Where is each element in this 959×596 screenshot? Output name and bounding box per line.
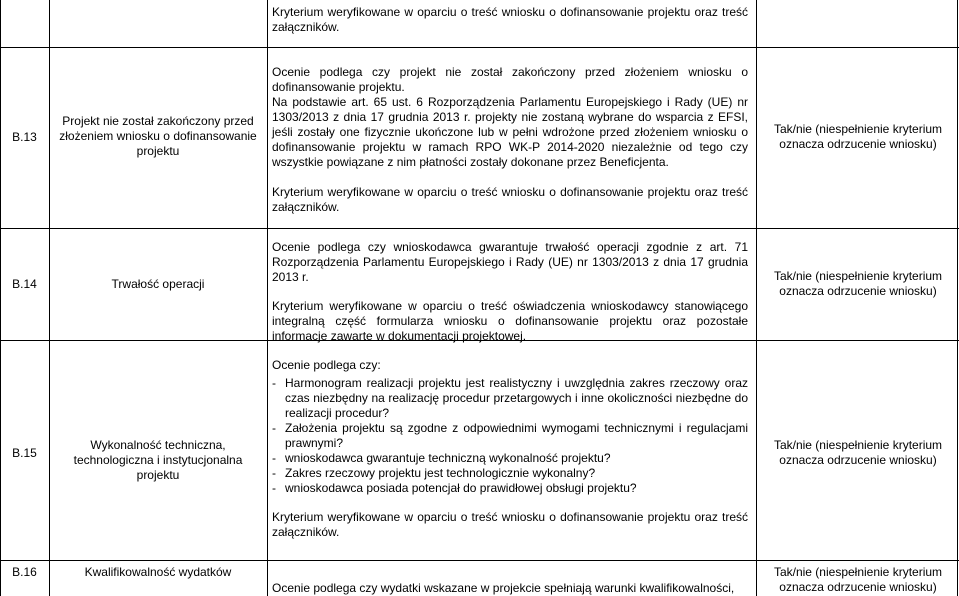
description-paragraph: Kryterium weryfikowane w oparciu o treść oświadczenia wnioskodawcy stanowiącego integralną część formularza wniosku o dofinansowanie projektu oraz pozostałe informacje zawarte w dokumentacji projektowej. bbox=[272, 299, 748, 343]
criterion-description bbox=[272, 65, 748, 215]
criterion-verification-note: Kryterium weryfikowane w oparciu o treść wniosku o dofinansowanie projektu oraz treść załączników. bbox=[272, 5, 748, 34]
table-column-divider bbox=[49, 0, 50, 596]
table-row-divider bbox=[0, 560, 959, 561]
list-item: - Założenia projektu są zgodne z odpowiednimi wymogami technicznymi i regulacjami prawnymi? bbox=[272, 421, 748, 451]
criterion-result: Tak/nie (niespełnienie kryterium oznacza odrzucenie wniosku) bbox=[773, 269, 943, 298]
list-item: - wnioskodawca gwarantuje techniczną wykonalność projektu? bbox=[272, 451, 748, 466]
description-intro: Ocenie podlega czy: bbox=[272, 358, 381, 372]
criterion-description: Ocenie podlega czy wydatki wskazane w projekcie spełniają warunki kwalifikowalności, bbox=[272, 581, 735, 595]
criterion-result: Tak/nie (niespełnienie kryterium oznacza odrzucenie wniosku) bbox=[773, 438, 943, 467]
description-paragraph: Ocenie podlega czy projekt nie został zakończony przed złożeniem wniosku o dofinansowanie projektu. bbox=[272, 65, 748, 94]
criterion-description bbox=[272, 358, 748, 540]
row-id: B.16 bbox=[12, 565, 37, 579]
row-id: B.13 bbox=[12, 130, 37, 144]
criterion-name: Projekt nie został zakończony przed złożeniem wniosku o dofinansowanie projektu bbox=[59, 114, 257, 158]
table-row-divider bbox=[0, 47, 959, 48]
description-paragraph: Ocenie podlega czy wnioskodawca gwarantuje trwałość operacji zgodnie z art. 71 Rozporządzenia Parlamentu Europejskiego i Rady (UE) nr 1303/2013 z dnia 17 grudnia 2013 r. bbox=[272, 240, 748, 284]
table-border-left bbox=[0, 0, 1, 596]
table-column-divider bbox=[267, 0, 268, 596]
criterion-name: Trwałość operacji bbox=[111, 277, 205, 291]
table-column-divider bbox=[756, 0, 757, 596]
list-item: - wnioskodawca posiada potencjał do prawidłowej obsługi projektu? bbox=[272, 481, 748, 496]
criterion-description bbox=[272, 240, 748, 344]
list-item: - Harmonogram realizacji projektu jest realistyczny i uwzględnia zakres rzeczowy oraz czas niezbędny na realizację procedur przetargowych i inne okoliczności niezbędne do realizacji procedur? bbox=[272, 376, 748, 421]
table-border-right bbox=[957, 0, 958, 596]
description-paragraph: Na podstawie art. 65 ust. 6 Rozporządzenia Parlamentu Europejskiego i Rady (UE) nr 1303/2013 z dnia 17 grudnia 2013 r. projekty nie zostaną wybrane do wsparcia z EFSI, jeśli zostały one fizycznie ukończone lub w pełni wdrożone przed złożeniem wniosku o dofinansowanie projektu w ramach RPO WK-P 2014-2020 niezależnie od tego czy wszystkie powiązane z nim płatności zostały dokonane przez Beneficjenta. bbox=[272, 95, 748, 169]
row-id: B.14 bbox=[12, 277, 37, 291]
criterion-name: Wykonalność techniczna, technologiczna i instytucjonalna projektu bbox=[73, 438, 243, 482]
criterion-result: Tak/nie (niespełnienie kryterium oznacza odrzucenie wniosku) bbox=[773, 122, 943, 151]
row-id: B.15 bbox=[12, 446, 37, 460]
criterion-name: Kwalifikowalność wydatków bbox=[84, 565, 232, 579]
criterion-result: Tak/nie (niespełnienie kryterium oznacza odrzucenie wniosku) bbox=[773, 565, 943, 594]
criteria-checklist bbox=[272, 376, 748, 496]
table-row-divider bbox=[0, 228, 959, 229]
list-item: - Zakres rzeczowy projektu jest technologicznie wykonalny? bbox=[272, 466, 748, 481]
description-paragraph: Kryterium weryfikowane w oparciu o treść wniosku o dofinansowanie projektu oraz treść załączników. bbox=[272, 510, 748, 539]
description-paragraph: Kryterium weryfikowane w oparciu o treść wniosku o dofinansowanie projektu oraz treść załączników. bbox=[272, 185, 748, 214]
